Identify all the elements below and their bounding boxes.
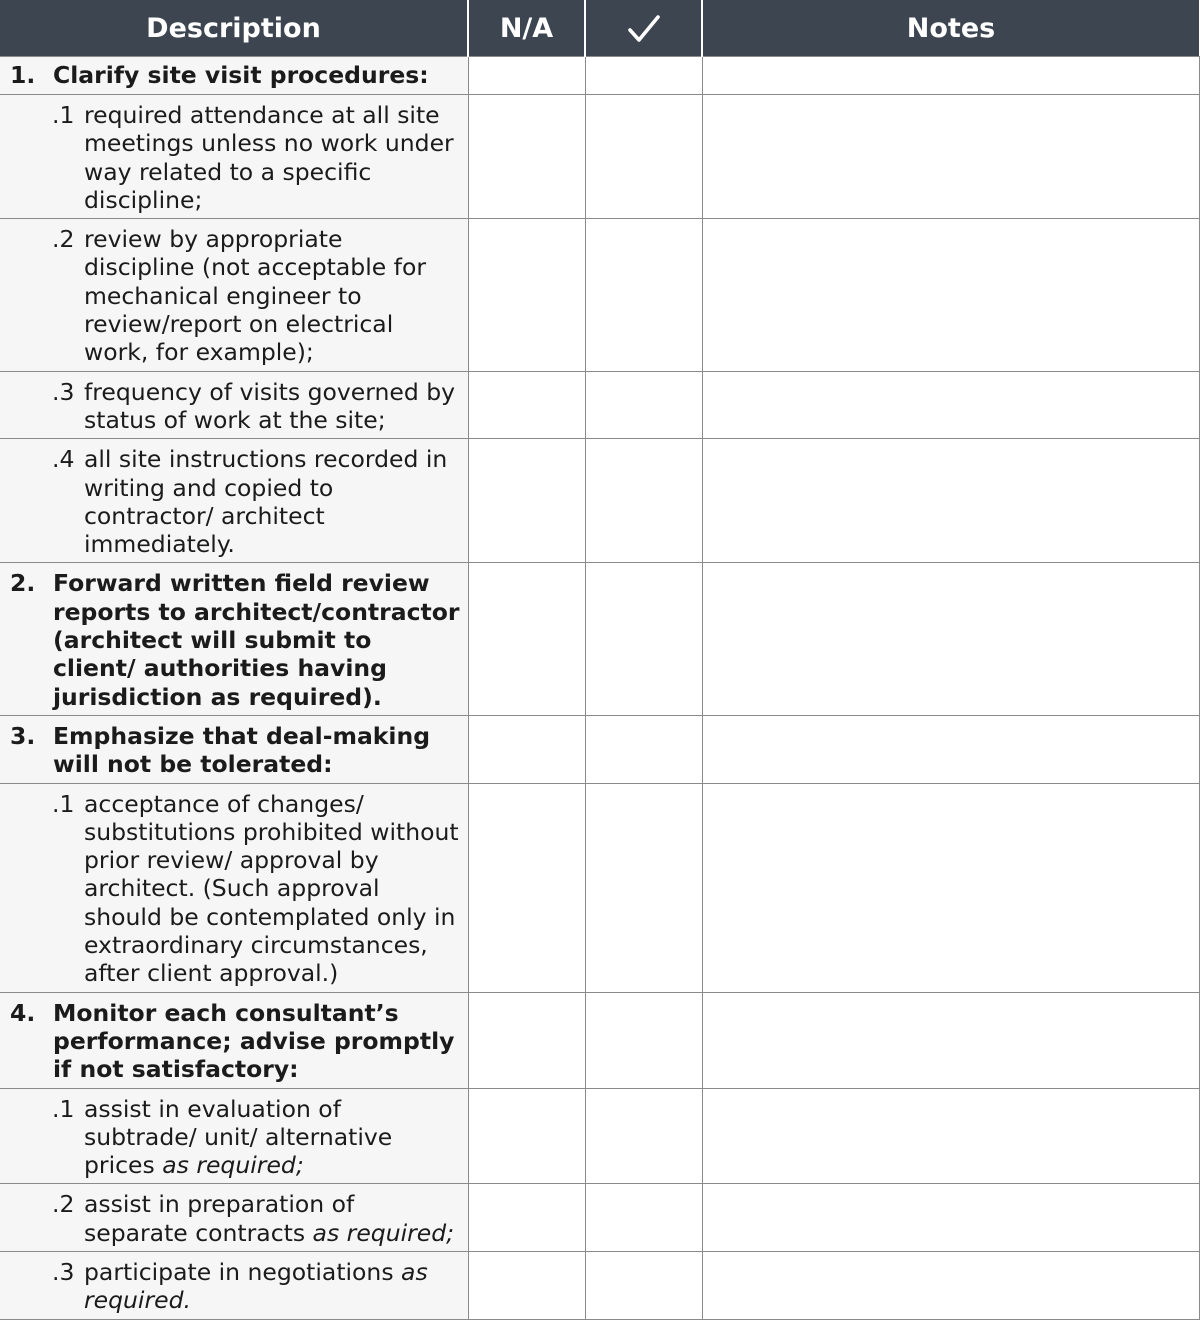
check-cell[interactable] — [585, 439, 702, 563]
notes-cell[interactable] — [702, 783, 1199, 992]
na-cell[interactable] — [468, 1251, 585, 1319]
description-cell — [0, 563, 468, 715]
notes-cell[interactable] — [702, 715, 1199, 783]
header-notes: Notes — [702, 0, 1199, 57]
description-cell — [0, 992, 468, 1088]
notes-cell[interactable] — [702, 439, 1199, 563]
item-number: 4. — [10, 998, 36, 1027]
check-cell[interactable] — [585, 1088, 702, 1184]
header-row — [0, 0, 1199, 57]
item-text: participate in negotiations as required. — [84, 1257, 428, 1315]
na-cell[interactable] — [468, 563, 585, 715]
item-number: .3 — [52, 377, 75, 406]
table-row — [0, 715, 1199, 783]
item-number: .1 — [52, 1094, 75, 1123]
table-row — [0, 1184, 1199, 1252]
check-cell[interactable] — [585, 563, 702, 715]
notes-cell[interactable] — [702, 95, 1199, 219]
check-cell[interactable] — [585, 992, 702, 1088]
check-cell[interactable] — [585, 219, 702, 371]
table-row — [0, 371, 1199, 439]
na-cell[interactable] — [468, 1088, 585, 1184]
item-number: .2 — [52, 225, 75, 254]
table-row — [0, 219, 1199, 371]
na-cell[interactable] — [468, 95, 585, 219]
description-cell — [0, 1088, 468, 1184]
check-cell[interactable] — [585, 783, 702, 992]
table-row — [0, 57, 1199, 95]
item-number: .4 — [52, 445, 75, 474]
description-cell — [0, 1184, 468, 1252]
table-row — [0, 992, 1199, 1088]
header-na: N/A — [468, 0, 585, 57]
na-cell[interactable] — [468, 219, 585, 371]
item-text: all site instructions recorded in writing and copied to contractor/ architect immediately. — [84, 445, 448, 559]
description-cell — [0, 715, 468, 783]
check-cell[interactable] — [585, 1184, 702, 1252]
item-text: Emphasize that deal-making will not be tolerated: — [53, 721, 431, 779]
item-number: .1 — [52, 789, 75, 818]
description-cell — [0, 57, 468, 95]
na-cell[interactable] — [468, 439, 585, 563]
check-cell[interactable] — [585, 715, 702, 783]
table-row — [0, 95, 1199, 219]
description-cell — [0, 371, 468, 439]
item-text: assist in evaluation of subtrade/ unit/ alternative prices as required; — [84, 1094, 393, 1180]
check-cell[interactable] — [585, 1251, 702, 1319]
header-check — [585, 0, 702, 57]
table-row — [0, 783, 1199, 992]
na-cell[interactable] — [468, 715, 585, 783]
table-row — [0, 563, 1199, 715]
item-text: acceptance of changes/ substitutions prohibited without prior review/ approval by architect. (Such approval should be contemplated only in extraordinary circumstances, after client approval.) — [84, 789, 459, 988]
table-row — [0, 439, 1199, 563]
notes-cell[interactable] — [702, 1184, 1199, 1252]
na-cell[interactable] — [468, 783, 585, 992]
notes-cell[interactable] — [702, 992, 1199, 1088]
item-number: .2 — [52, 1190, 75, 1219]
na-cell[interactable] — [468, 57, 585, 95]
item-number: 2. — [10, 569, 36, 598]
table-row — [0, 1088, 1199, 1184]
item-text: Monitor each consultant’s performance; advise promptly if not satisfactory: — [53, 998, 455, 1084]
check-cell[interactable] — [585, 371, 702, 439]
check-cell[interactable] — [585, 95, 702, 219]
notes-cell[interactable] — [702, 219, 1199, 371]
check-cell[interactable] — [585, 57, 702, 95]
na-cell[interactable] — [468, 992, 585, 1088]
notes-cell[interactable] — [702, 1088, 1199, 1184]
notes-cell[interactable] — [702, 371, 1199, 439]
item-number: 1. — [10, 61, 36, 89]
description-cell — [0, 439, 468, 563]
description-cell — [0, 95, 468, 219]
item-text: Clarify site visit procedures: — [53, 61, 429, 89]
item-text: required attendance at all site meetings unless no work under way related to a specific discipline; — [84, 101, 454, 214]
notes-cell[interactable] — [702, 57, 1199, 95]
checkmark-icon — [627, 14, 661, 44]
item-number: 3. — [10, 721, 36, 750]
notes-cell[interactable] — [702, 1251, 1199, 1319]
item-number: .3 — [52, 1257, 75, 1286]
notes-cell[interactable] — [702, 563, 1199, 715]
table-row — [0, 1251, 1199, 1319]
item-text: Forward written field review reports to architect/contractor (architect will submit to client/ authorities having jurisdiction as required). — [53, 569, 460, 711]
description-cell — [0, 783, 468, 992]
description-cell — [0, 219, 468, 371]
na-cell[interactable] — [468, 1184, 585, 1252]
item-text: review by appropriate discipline (not acceptable for mechanical engineer to review/report on electrical work, for example); — [84, 225, 426, 367]
na-cell[interactable] — [468, 371, 585, 439]
item-text: frequency of visits governed by status of work at the site; — [84, 377, 456, 434]
header-description: Description — [0, 0, 468, 57]
description-cell — [0, 1251, 468, 1319]
item-text: assist in preparation of separate contracts as required; — [84, 1190, 455, 1247]
item-number: .1 — [52, 101, 75, 129]
